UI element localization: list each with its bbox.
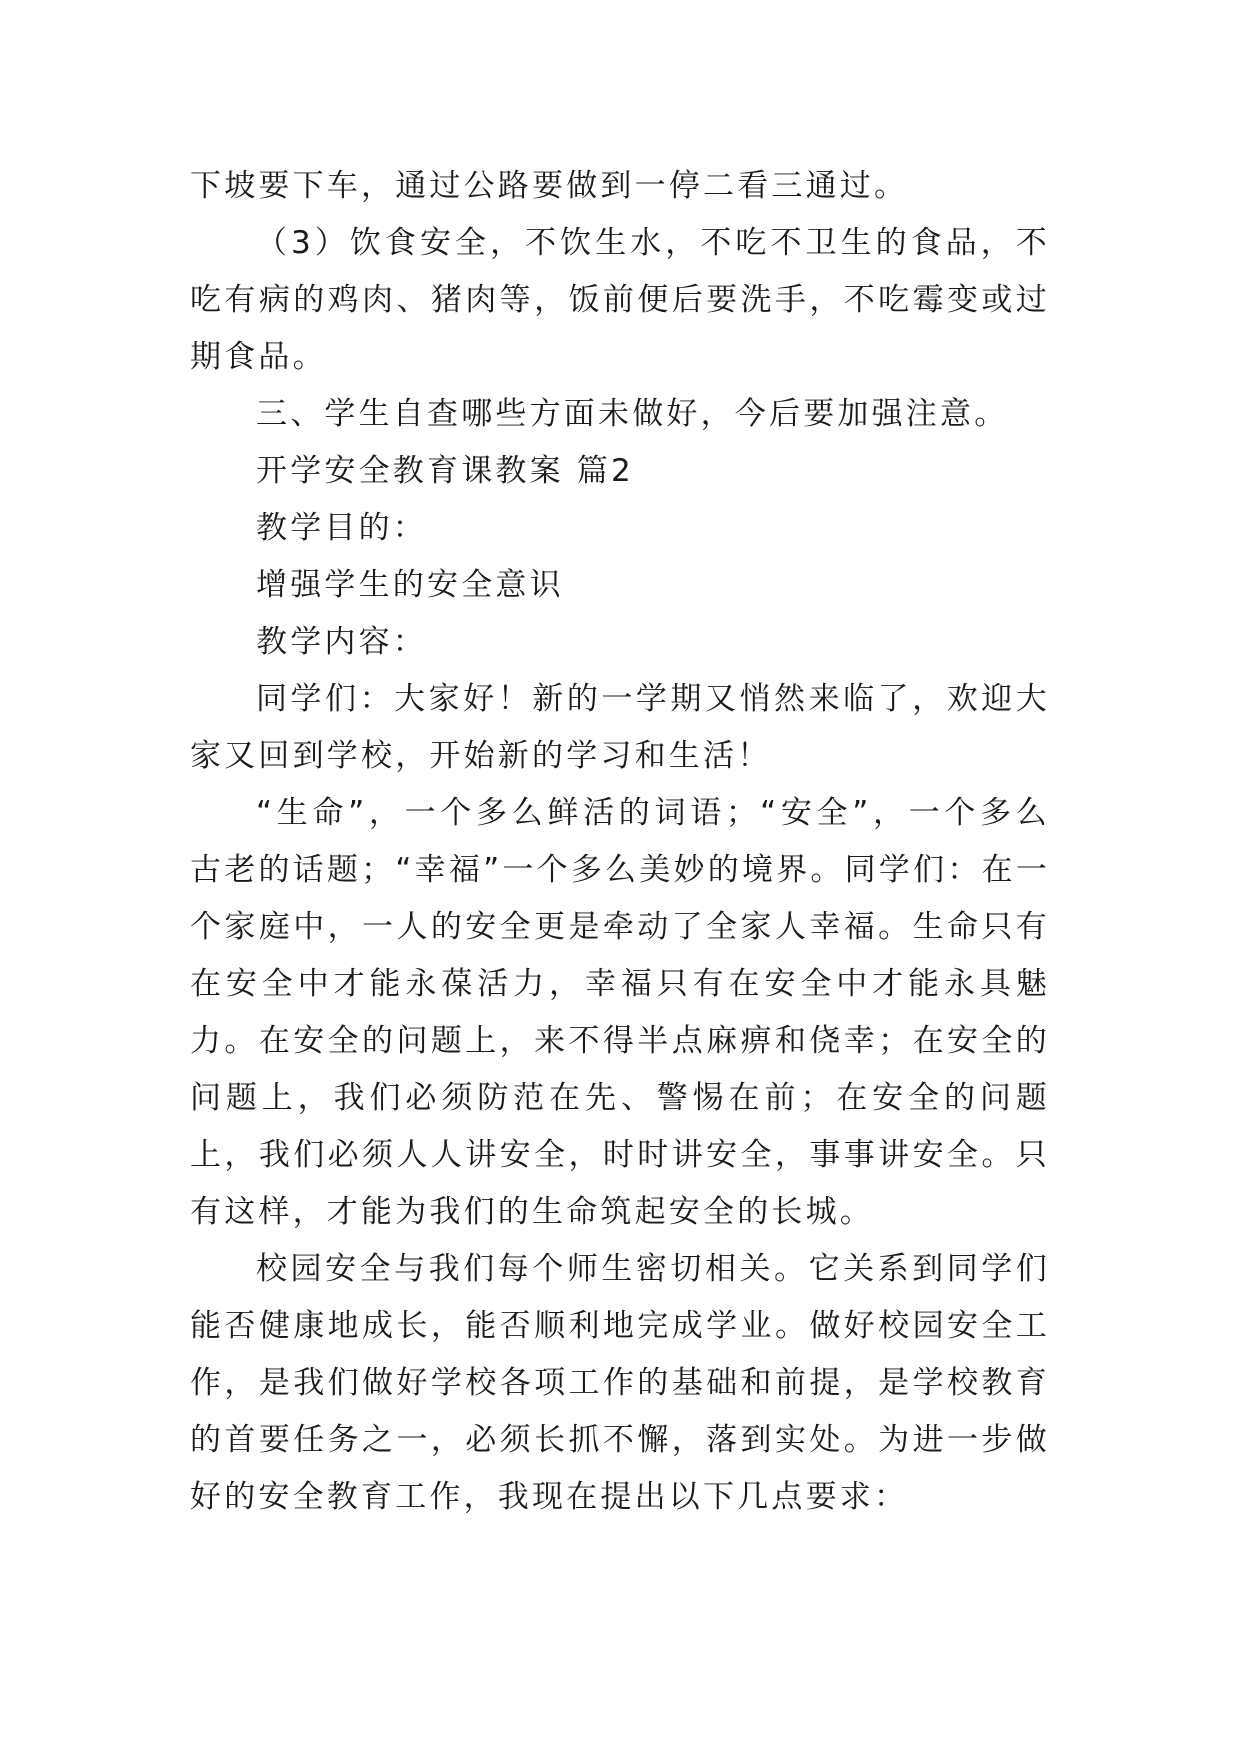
paragraph-life-safety: “生命”，一个多么鲜活的词语；“安全”，一个多么古老的话题；“幸福”一个多么美妙的境界。同学们：在一个家庭中，一人的安全更是牵动了全家人幸福。生命只有在安全中才能永葆活力，幸福只有在安全中才能永具魅力。在安全的问题上，来不得半点麻痹和侥幸；在安全的问题上，我们必须防范在先、警惕在前；在安全的问题上，我们必须人人讲安全，时时讲安全，事事讲安全。只有这样，才能为我们的生命筑起安全的长城。 (190, 795, 1050, 1230)
paragraph-campus-safety: 校园安全与我们每个师生密切相关。它关系到同学们能否健康地成长，能否顺利地完成学业。做好校园安全工作，是我们做好学校各项工作的基础和前提，是学校教育的首要任务之一，必须长抓不懈，落到实处。为进一步做好的安全教育工作，我现在提出以下几点要求： (190, 1251, 1050, 1515)
paragraph-continuation: 下坡要下车，通过公路要做到一停二看三通过。 (190, 168, 909, 204)
document-body (190, 158, 1050, 1526)
teaching-content-label: 教学内容： (256, 624, 427, 660)
section-heading: 开学安全教育课教案 篇2 (256, 453, 634, 489)
paragraph-food-safety: （3）饮食安全，不饮生水，不吃不卫生的食品，不吃有病的鸡肉、猪肉等，饭前便后要洗手，不吃霉变或过期食品。 (190, 225, 1050, 375)
paragraph-greeting: 同学们：大家好！新的一学期又悄然来临了，欢迎大家又回到学校，开始新的学习和生活！ (190, 681, 1050, 774)
teaching-goal-text: 增强学生的安全意识 (256, 567, 564, 603)
paragraph-self-check: 三、学生自查哪些方面未做好，今后要加强注意。 (256, 396, 1009, 432)
teaching-goal-label: 教学目的： (256, 510, 427, 546)
